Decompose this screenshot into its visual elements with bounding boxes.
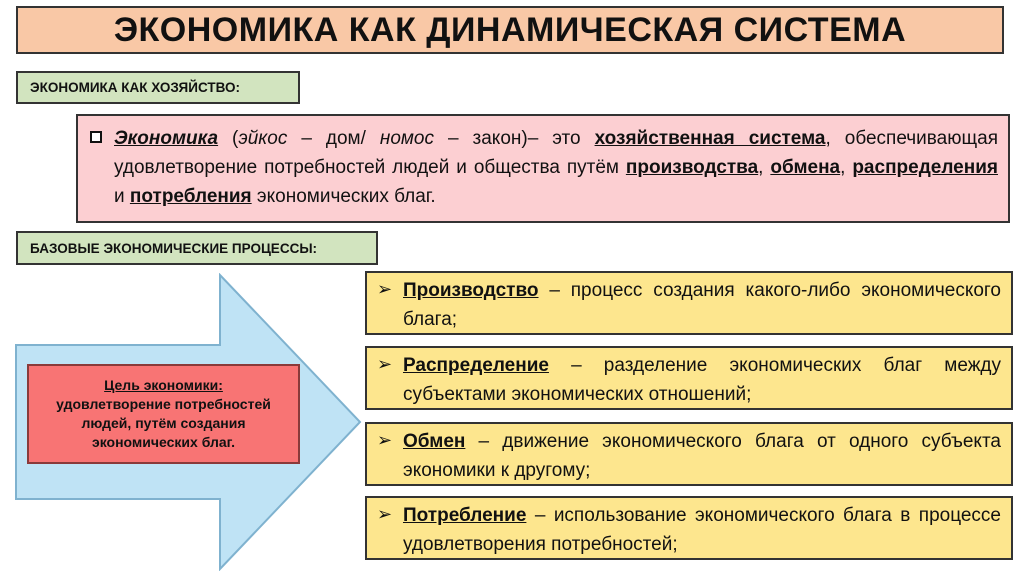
definition-production: производства bbox=[625, 157, 759, 178]
section-label-text: БАЗОВЫЕ ЭКОНОМИЧЕСКИЕ ПРОЦЕССЫ: bbox=[30, 240, 318, 256]
definition-text: , bbox=[840, 157, 853, 178]
definition-text: – дом/ bbox=[287, 128, 380, 149]
definition-term: Экономика bbox=[114, 128, 219, 149]
section-label-economy-as-household bbox=[16, 71, 300, 104]
process-desc: – процесс создания какого-либо экономического блага; bbox=[403, 280, 1001, 330]
definition-nomos: номос bbox=[379, 128, 434, 149]
title-banner bbox=[16, 6, 1004, 54]
process-desc: – использование экономического блага в процессе удовлетворения потребностей; bbox=[403, 505, 1001, 555]
process-item-distribution bbox=[365, 346, 1013, 410]
definition-box bbox=[76, 114, 1010, 223]
definition-text: ( bbox=[218, 128, 239, 149]
definition-text: – закон)– это bbox=[433, 128, 595, 149]
definition-distribution: распределения bbox=[852, 157, 998, 178]
page-title: ЭКОНОМИКА КАК ДИНАМИЧЕСКАЯ СИСТЕМА bbox=[113, 10, 907, 49]
section-label-text: ЭКОНОМИКА КАК ХОЗЯЙСТВО: bbox=[30, 80, 241, 95]
goal-box bbox=[27, 364, 300, 464]
checkbox-icon bbox=[90, 131, 102, 143]
definition-text: , обеспечивающая удовлетворение потребностей людей и общества путём bbox=[114, 128, 998, 178]
goal-text: удовлетворение потребностей людей, путём создания экономических благ. bbox=[56, 396, 271, 450]
arrow-bullet-icon: ➢ bbox=[377, 279, 393, 299]
process-term: Распределение bbox=[403, 355, 549, 376]
arrow-bullet-icon: ➢ bbox=[377, 430, 393, 450]
definition-text: , bbox=[758, 157, 771, 178]
definition-exchange: обмена bbox=[770, 157, 841, 178]
definition-oikos: эйкос bbox=[238, 128, 288, 149]
section-label-basic-processes bbox=[16, 231, 378, 265]
arrow-bullet-icon: ➢ bbox=[377, 354, 393, 374]
process-desc: – движение экономического блага от одного субъекта экономики к другому; bbox=[403, 431, 1001, 481]
process-item-consumption bbox=[365, 496, 1013, 560]
arrow-bullet-icon: ➢ bbox=[377, 504, 393, 524]
goal-heading: Цель экономики: bbox=[104, 377, 223, 393]
process-item-exchange bbox=[365, 422, 1013, 486]
process-item-production bbox=[365, 271, 1013, 335]
process-term: Обмен bbox=[403, 431, 466, 452]
process-term: Потребление bbox=[403, 505, 527, 526]
definition-system: хозяйственная система bbox=[594, 128, 826, 149]
process-desc: – разделение экономических благ между субъектами экономических отношений; bbox=[403, 355, 1001, 405]
definition-consumption: потребления bbox=[129, 186, 252, 207]
process-term: Производство bbox=[403, 280, 539, 301]
definition-text: экономических благ. bbox=[251, 186, 436, 207]
definition-text: и bbox=[114, 186, 130, 207]
